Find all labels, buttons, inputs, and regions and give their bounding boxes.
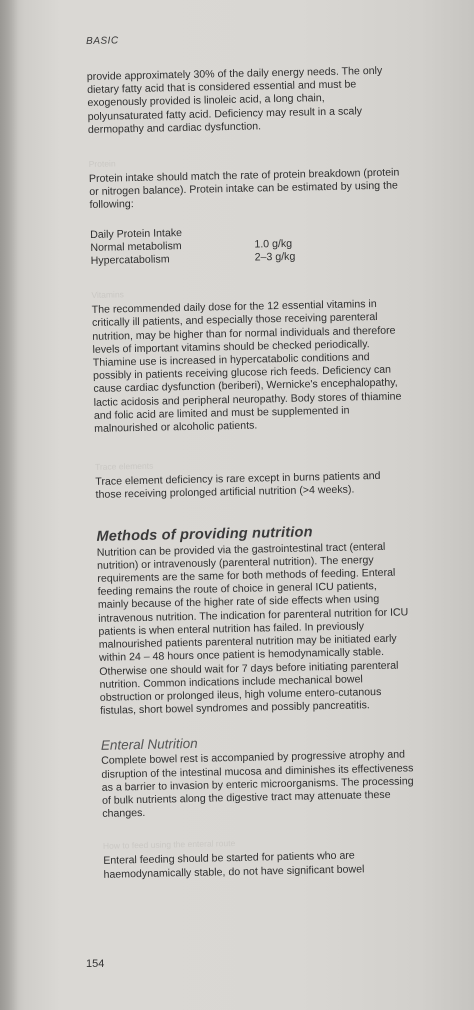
methods-paragraph: Nutrition can be provided via the gastrointestinal tract (enteral nutrition) or intravenously (parenteral nutrition). The energy requirements are the same for both methods of feeding. Enteral feeding remains the route of choice in general ICU patients, mainly because of the higher rate of side effects when using intravenous nutrition. The indication for parenteral nutrition for ICU patients is when enteral nutrition has failed. In previously malnourished patients parenteral nutrition may be initiated early within 24 – 48 hours once patient is hemodynamically stable. Otherwise one should wait for 7 days before initiating parenteral nutrition. Common indications include mechanical bowel obstruction or prolonged ileus, high volume entero-cutanous fistulas, short bowel syndromes and possibly pancreatitis. [96,540,409,717]
vitamins-paragraph: The recommended daily dose for the 12 essential vitamins in critically ill patients, and especially those receiving parenteral nutrition, may be higher than for normal individuals and therefore levels of important vitamins should be checked periodically. Thiamine use is increased in hypercatabolic conditions and possibly in patients receiving glucose rich feeds. Deficiency can cause cardiac dysfunction (beriberi), Wernicke's encephalopathy, lactic acidosis and peripheral neuropathy. Body stores of thiamine and folic acid are limited and must be supplemented in malnourished or alcoholic patients. [91,298,402,435]
protein-intake-table [90,222,403,268]
enteral-paragraph: Complete bowel rest is accompanied by progressive atrophy and disruption of the intestinal mucosa and diminishes its effectiveness as a barrier to invasion by enteric microorganisms. The processing of bulk nutrients along the digestive tract may attenuate these changes. [101,748,414,820]
enteral-paragraph-2: Enteral feeding should be started for patients who are haemodynamically stable, do not have significant bowel [103,849,365,881]
vitamins-subheading-text: Vitamins [91,289,124,301]
methods-heading: Methods of providing nutrition [96,524,313,545]
trace-subheading-text: Trace elements [94,460,154,473]
protein-row-label: Normal metabolism [90,239,182,254]
protein-table-header: Daily Protein Intake [90,226,183,241]
enteral-subheading-text: How to feed using the enteral route [102,838,236,852]
fat-paragraph: provide approximately 30% of the daily energy needs. The only dietary fatty acid that is considered essential and must be exogenously provided is linoleic acid, a long chain, polyunsaturated fatty acid. Deficiency may result in a scaly dermopathy and cardiac dysfunction. [86,64,383,136]
running-head: BASIC [86,35,119,47]
page-number: 154 [86,958,105,970]
protein-paragraph: Protein intake should match the rate of protein breakdown (protein or nitrogen balance). Protein intake can be estimated by using the following: [88,166,400,212]
protein-row-label: Hypercatabolism [90,253,170,267]
trace-paragraph: Trace element deficiency is rare except in burns patients and those receiving prolonged artificial nutrition (>4 weeks). [95,470,381,502]
page-content [86,29,416,881]
enteral-heading: Enteral Nutrition [100,736,198,754]
protein-subheading-text: Protein [88,158,116,169]
protein-row-value: 2–3 g/kg [254,250,296,264]
protein-row-value: 1.0 g/kg [254,237,293,251]
